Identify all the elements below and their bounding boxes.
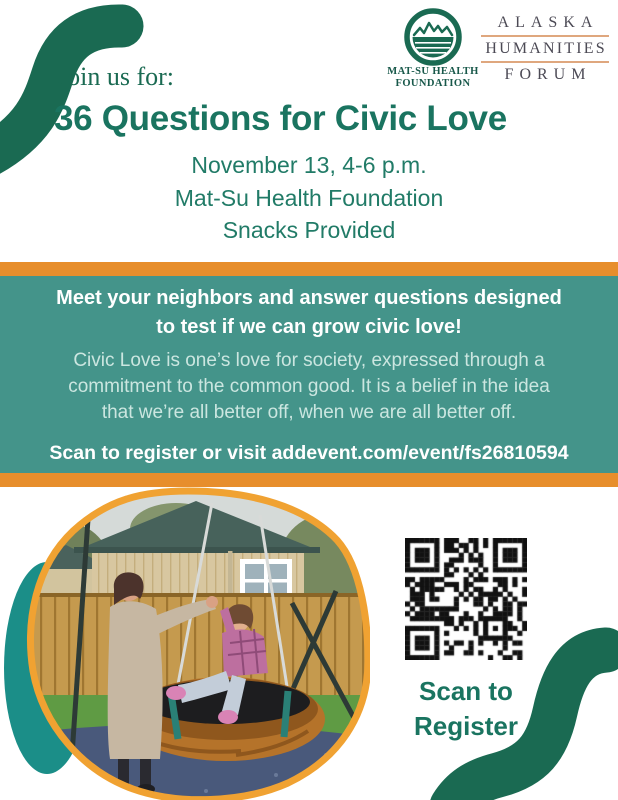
matsu-logo-mark-icon [404, 8, 462, 66]
akhf-rule-bottom [481, 61, 609, 63]
banner-cta-line: Scan to register or visit addevent.com/event/fs26810594 [49, 442, 569, 464]
info-banner [0, 276, 618, 473]
qr-caption-line1: Scan to [419, 676, 513, 706]
alaska-humanities-forum-logo [481, 13, 609, 85]
banner-headline-line1: Meet your neighbors and answer questions designed [56, 287, 562, 309]
event-snacks-note: Snacks Provided [222, 217, 396, 243]
event-date: November 13, 4-6 p.m. [191, 152, 427, 178]
banner-body [0, 348, 618, 426]
kicker-text: Join us for: [57, 62, 174, 91]
orange-divider-top [0, 262, 618, 276]
decorative-swoosh-bottom-right [380, 600, 618, 800]
event-photo [26, 487, 370, 800]
orange-divider-bottom [0, 473, 618, 487]
akhf-line-humanities: HUMANITIES [485, 40, 607, 57]
banner-body-line1: Civic Love is one’s love for society, expressed through a [73, 350, 545, 371]
akhf-rule-top [481, 35, 609, 37]
akhf-line-alaska: ALASKA [497, 14, 599, 31]
event-title: 36 Questions for Civic Love [54, 99, 507, 138]
qr-caption-line2: Register [413, 711, 519, 741]
akhf-line-forum: FORUM [504, 66, 592, 83]
event-venue: Mat-Su Health Foundation [174, 185, 444, 211]
banner-body-line3: that we’re all better off, when we are all better off. [101, 402, 517, 423]
banner-headline-line2: to test if we can grow civic love! [156, 316, 462, 338]
banner-body-line2: commitment to the common good. It is a belief in the idea [68, 376, 550, 397]
matsu-logo-name-line2: FOUNDATION [395, 78, 471, 89]
banner-headline [0, 284, 618, 342]
matsu-health-foundation-logo [372, 8, 494, 90]
banner-cta [0, 442, 618, 465]
matsu-logo-name-line1: MAT-SU HEALTH [387, 66, 479, 77]
